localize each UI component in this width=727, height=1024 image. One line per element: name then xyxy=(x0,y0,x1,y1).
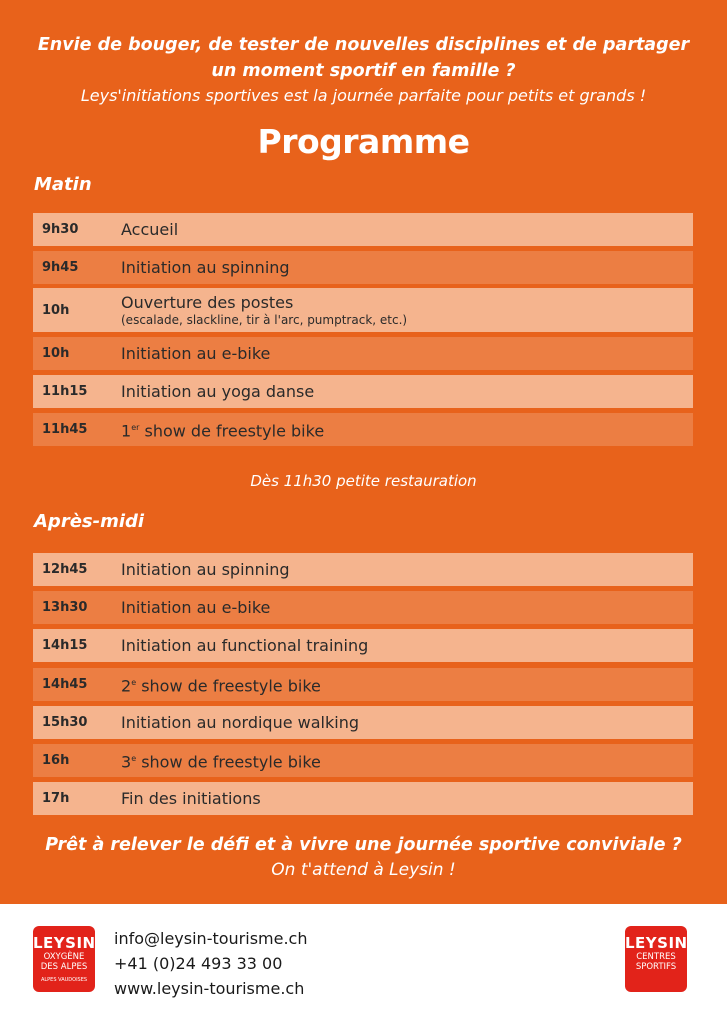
row-activity xyxy=(121,749,321,772)
schedule-row xyxy=(33,706,693,739)
schedule-row xyxy=(33,744,693,777)
footer xyxy=(0,904,727,1024)
ordinal-number: 1 xyxy=(121,421,132,441)
activity-label: Ouverture des postes xyxy=(121,293,294,312)
row-activity xyxy=(121,673,321,696)
row-activity: Initiation au nordique walking xyxy=(121,712,359,732)
row-activity: Accueil xyxy=(121,219,179,239)
schedule-row xyxy=(33,413,693,446)
row-time: 14h15 xyxy=(42,638,88,653)
row-time: 14h45 xyxy=(42,677,88,692)
contact-info xyxy=(114,926,307,1001)
intro-line-3: Leys'initiations sportives est la journée parfaite pour petits et grands ! xyxy=(80,86,647,105)
logo-tag: ALPES VAUDOISES xyxy=(40,977,88,983)
schedule-row xyxy=(33,782,693,815)
row-activity: Initiation au e-bike xyxy=(121,597,271,617)
page-title: Programme xyxy=(257,122,470,161)
activity-sub: (escalade, slackline, tir à l'arc, pumptrack, etc.) xyxy=(121,313,408,327)
ordinal-suffix: e xyxy=(131,753,137,763)
schedule-row xyxy=(33,288,693,332)
intro xyxy=(0,32,727,108)
row-time: 12h45 xyxy=(42,562,88,577)
row-activity: Initiation au spinning xyxy=(121,559,290,579)
row-activity: Initiation au yoga danse xyxy=(121,381,315,401)
logo-sub-2: DES ALPES xyxy=(40,962,88,972)
website-link[interactable]: www.leysin-tourisme.ch xyxy=(114,979,305,998)
schedule-row xyxy=(33,375,693,408)
row-activity: Initiation au functional training xyxy=(121,635,369,655)
activity-label: show de freestyle bike xyxy=(139,421,325,441)
leysin-centres-sportifs-logo xyxy=(625,926,687,992)
leysin-tourisme-logo xyxy=(33,926,95,992)
schedule-row xyxy=(33,553,693,586)
cta-line-2: On t'attend à Leysin ! xyxy=(271,860,456,880)
schedule-row xyxy=(33,213,693,246)
phone-number: +41 (0)24 493 33 00 xyxy=(114,954,283,973)
logo-sub-2: SPORTIFS xyxy=(635,962,677,972)
row-activity: Initiation au spinning xyxy=(121,257,290,277)
schedule-row xyxy=(33,251,693,284)
schedule-row xyxy=(33,629,693,662)
row-time: 13h30 xyxy=(42,600,88,615)
activity-label: show de freestyle bike xyxy=(136,752,321,772)
row-time: 9h45 xyxy=(42,260,79,275)
activity-label: show de freestyle bike xyxy=(136,676,321,696)
row-time: 11h15 xyxy=(42,384,88,399)
schedule-row xyxy=(33,591,693,624)
call-to-action xyxy=(0,832,727,882)
row-time: 9h30 xyxy=(42,222,79,237)
row-time: 11h45 xyxy=(42,422,88,437)
intro-line-1: Envie de bouger, de tester de nouvelles disciplines et de partager xyxy=(37,35,690,55)
restauration-note: Dès 11h30 petite restauration xyxy=(250,472,477,490)
ordinal-number: 3 xyxy=(121,752,132,772)
logo-sub-1: OXYGÈNE xyxy=(43,952,85,962)
schedule-row xyxy=(33,668,693,701)
logo-sub-1: CENTRES xyxy=(636,952,676,962)
row-time: 17h xyxy=(42,791,70,806)
intro-line-2: un moment sportif en famille ? xyxy=(211,61,516,81)
row-time: 10h xyxy=(42,346,70,361)
schedule-row xyxy=(33,337,693,370)
row-activity: Initiation au e-bike xyxy=(121,343,271,363)
logo-name: LEYSIN xyxy=(33,934,96,952)
row-time: 16h xyxy=(42,753,70,768)
ordinal-suffix: e xyxy=(131,677,137,687)
cta-line-1: Prêt à relever le défi et à vivre une journée sportive conviviale ? xyxy=(45,835,682,855)
ordinal-number: 2 xyxy=(121,676,132,696)
row-time: 15h30 xyxy=(42,715,88,730)
ordinal-suffix: er xyxy=(131,422,140,432)
row-activity: Fin des initiations xyxy=(121,788,261,808)
row-activity xyxy=(121,418,324,441)
logo-name: LEYSIN xyxy=(625,934,688,952)
section-heading-matin: Matin xyxy=(34,174,92,195)
row-time: 10h xyxy=(42,302,70,318)
row-activity xyxy=(121,293,407,327)
section-heading-apres-midi: Après-midi xyxy=(34,511,145,532)
email-link[interactable]: info@leysin-tourisme.ch xyxy=(114,929,308,948)
